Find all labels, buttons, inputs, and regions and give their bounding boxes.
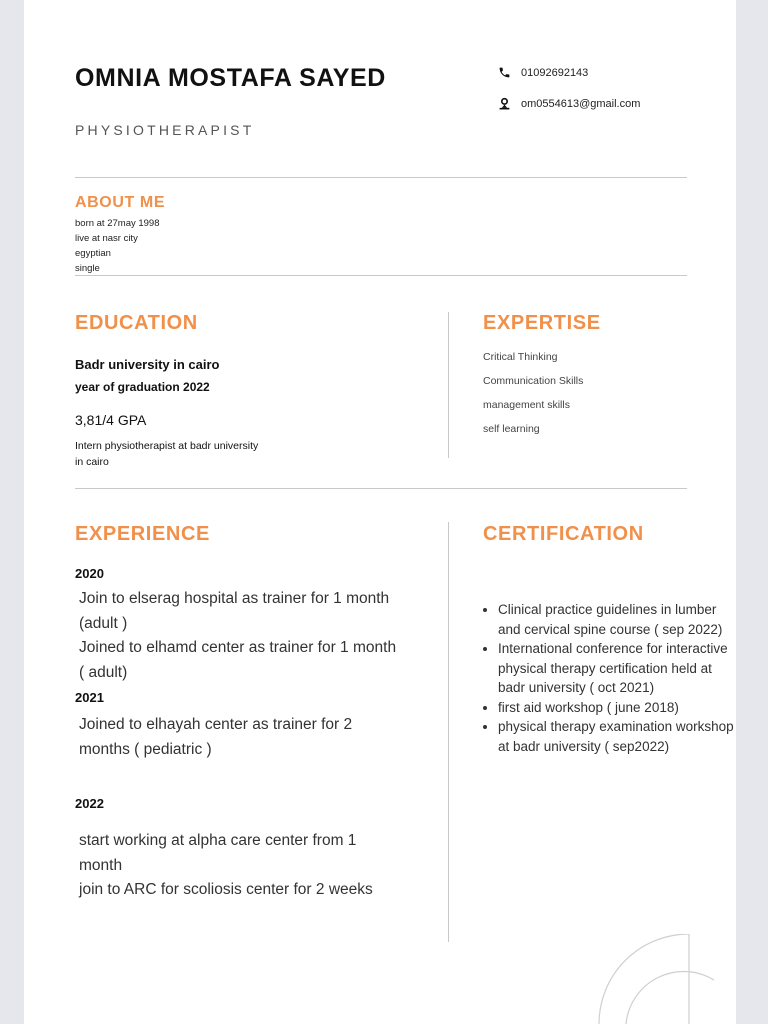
resume-page (24, 0, 736, 1024)
experience-line: start working at alpha care center from 1 (79, 832, 357, 849)
education-graduation: year of graduation 2022 (75, 380, 210, 394)
phone-number: 01092692143 (521, 66, 589, 79)
experience-year: 2021 (75, 690, 104, 705)
about-title: ABOUT ME (75, 194, 166, 211)
experience-year: 2022 (75, 796, 104, 811)
phone-icon (498, 66, 511, 79)
expertise-item: Critical Thinking (483, 351, 558, 363)
email-address: om0554613@gmail.com (521, 97, 641, 110)
certification-item: • Clinical practice guidelines in lumber and cervical spine course ( sep 2022) (498, 600, 736, 639)
about-line: live at nasr city (75, 233, 138, 244)
experience-line: Joined to elhayah center as trainer for 2 (79, 716, 353, 733)
experience-entries-2020 (79, 587, 439, 685)
experience-line: Join to elserag hospital as trainer for 1 month (79, 590, 390, 607)
expertise-item: self learning (483, 423, 540, 435)
certification-item: • International conference for interactive physical therapy certification held at badr university ( oct 2021) (498, 639, 736, 698)
expertise-list (483, 345, 583, 441)
experience-line: (adult ) (79, 614, 128, 632)
experience-line: months ( pediatric ) (79, 740, 212, 758)
experience-title: EXPERIENCE (75, 523, 210, 545)
about-details (75, 216, 160, 276)
person-name: OMNIA MOSTAFA SAYED (75, 64, 386, 92)
experience-entries-2021 (79, 713, 439, 762)
about-line: born at 27may 1998 (75, 218, 160, 229)
experience-line: ( adult) (79, 663, 128, 681)
certification-item: • physical therapy examination workshop at badr university ( sep2022) (498, 717, 736, 756)
phone-contact (498, 66, 588, 79)
about-line: egyptian (75, 248, 111, 259)
certification-title: CERTIFICATION (483, 523, 644, 545)
experience-entries-2022 (79, 829, 439, 903)
education-university: Badr university in cairo (75, 357, 220, 372)
expertise-item: Communication Skills (483, 375, 584, 387)
experience-line: Joined to elhamd center as trainer for 1 month (79, 639, 397, 656)
expertise-title: EXPERTISE (483, 312, 601, 334)
expertise-item: management skills (483, 399, 570, 411)
certification-list (476, 600, 736, 756)
divider (75, 177, 687, 178)
about-line: single (75, 263, 100, 274)
certification-item: • first aid workshop ( june 2018) (498, 698, 736, 718)
experience-line: month (79, 856, 123, 874)
divider (75, 275, 687, 276)
education-intern: Intern physiotherapist at badr university in cairo (75, 440, 259, 468)
decorative-arcs (596, 934, 736, 1024)
divider (75, 488, 687, 489)
column-divider (448, 312, 449, 458)
email-contact (498, 97, 640, 110)
experience-year: 2020 (75, 566, 104, 581)
education-title: EDUCATION (75, 312, 198, 334)
experience-line: join to ARC for scoliosis center for 2 weeks (79, 881, 373, 898)
education-gpa: 3,81/4 GPA (75, 412, 147, 428)
job-title: PHYSIOTHERAPIST (75, 122, 255, 138)
person-pin-icon (498, 97, 511, 110)
column-divider (448, 522, 449, 942)
